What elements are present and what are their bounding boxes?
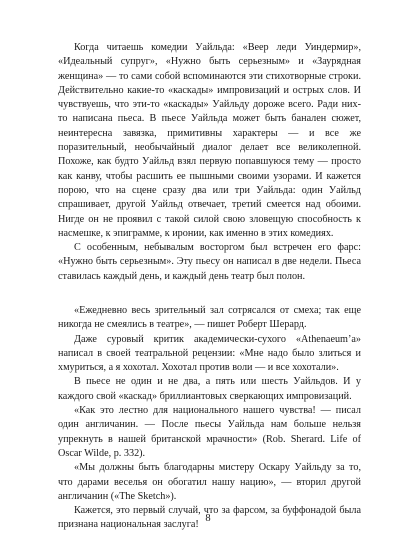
paragraph: В пьесе не один и не два, а пять или шесть Уайльдов. И у каждого свой «каскад» бриллиантовых сверкающих импровизаций. xyxy=(58,376,361,402)
paragraph: С особенным, небывалым восторгом был встречен его фарс: «Нужно быть серьезным». Эту пьесу он написал в две недели. Пьеса ставилась каждый день, и каждый день театр был полон. xyxy=(58,242,361,282)
paragraph: «Как это лестно для национального нашего чувства! — писал один англичанин. — После пьесы Уайльда нам больше нельзя упрекнуть в нашей британской мрачности» (Rob. Sherard. Life of Oscar Wilde, p. 332). xyxy=(58,405,361,459)
quotes-text-block xyxy=(58,304,361,533)
page-number: 8 xyxy=(205,513,211,524)
paragraph: Даже суровый критик академически-сухого «Athenaeum’a» написал в своей театральной рецензии: «Мне надо было злиться и хмуриться, а я хохотал. Хохотал против воли — и все хохотали». xyxy=(58,333,361,374)
paragraph: «Мы должны быть благодарны мистеру Оскару Уайльду за то, что дарами веселья он обогатил нашу нацию», — вторил другой англичанин («The Sketch»). xyxy=(58,462,361,502)
paragraph: Кажется, это первый случай, что за фарсом, за буффонадой была признана национальная заслуга! xyxy=(58,505,361,531)
paragraph: «Ежедневно весь зрительный зал сотрясался от смеха; так еще никогда не смеялись в театре», — пишет Роберт Шерард. xyxy=(58,305,361,331)
paragraph: Когда читаешь комедии Уайльда: «Веер леди Уиндермир», «Идеальный супруг», «Нужно быть серьезным» и «Заурядная женщина» — то сами собой вспоминаются эти стихотворные строки. Действительно какие-то «каскады» импровизаций и острых слов. И чувствуешь, что эти-то «каскады» Уайльду дороже всего. Ради них-то написана пьеса. В пьесе Уайльда может быть банален сюжет, неинтересна завязка, примитивны характеры — и все же поразительный, необычайный диалог делает все великолепной. Похоже, как будто Уайльд взял первую попавшуюся тему — просто как канву, чтобы расшить ее пышными своими узорами. И кажется порою, что на сцене сразу два или три Уайльда: один Уайльд спрашивает, другой Уайльд отвечает, третий смеется над обоими. Нигде он не проявил с такой силой свою зловещую способность к насмешке, к эпиграмме, к иронии, как именно в этих комедиях. xyxy=(58,42,361,239)
main-text-block xyxy=(58,41,361,284)
